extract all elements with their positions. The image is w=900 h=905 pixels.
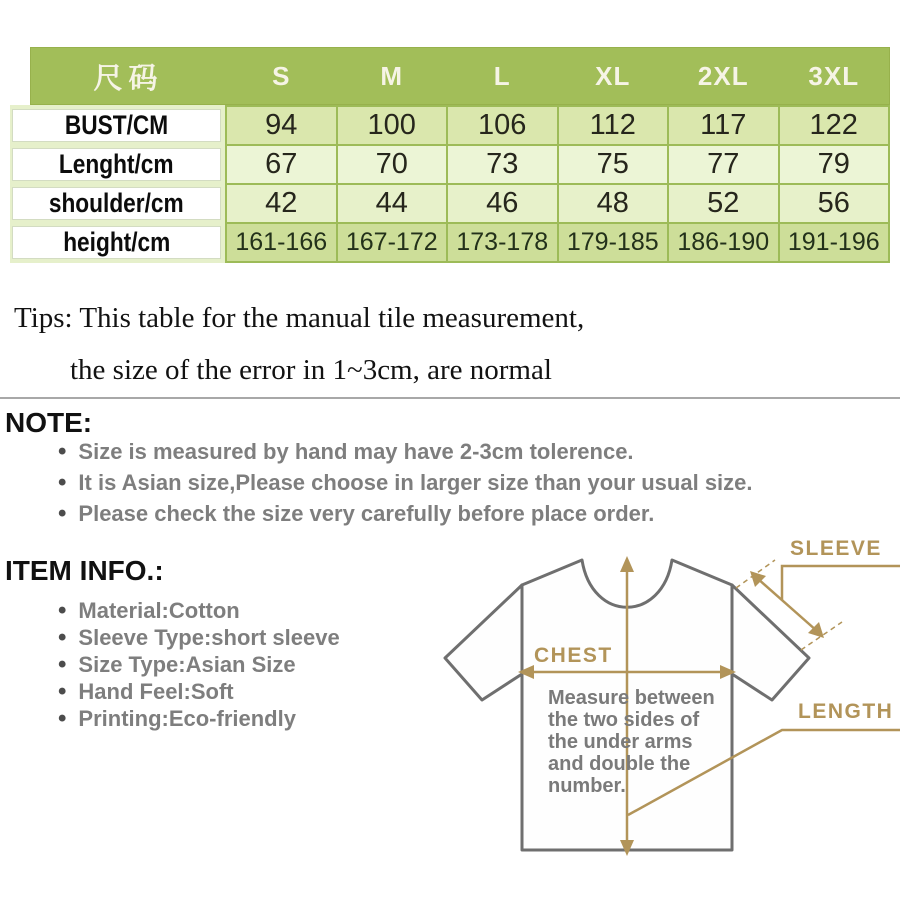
table-cell: 46 [448,185,559,224]
size-table [10,47,890,263]
table-cell: 179-185 [559,224,670,263]
table-row [227,107,890,146]
header-cell-xl: XL [595,60,631,91]
table-cell: 100 [338,107,449,146]
header-cell-l: L [493,60,511,91]
header-cell-2xl: 2XL [697,60,749,91]
tips-line-1: Tips: This table for the manual tile measurement, [14,302,585,334]
table-cell: 161-166 [227,224,338,263]
row-label: height/cm [12,226,221,259]
table-cell: 42 [227,185,338,224]
sleeve-label: SLEEVE [790,537,882,560]
table-row [227,185,890,224]
table-cell: 44 [338,185,449,224]
chest-label: CHEST [534,644,613,667]
size-table-header [30,47,890,105]
item-info-item: • Size Type:Asian Size [58,651,340,678]
table-cell: 191-196 [780,224,891,263]
item-info-heading: ITEM INFO.: [5,555,164,586]
table-cell: 77 [669,146,780,185]
header-cell-m: M [380,60,404,91]
note-item: • It is Asian size,Please choose in larger size than your usual size. [58,467,753,498]
section-divider [0,397,900,399]
length-label: LENGTH [798,700,894,723]
table-cell: 112 [559,107,670,146]
instruction-line: the under arms [548,731,693,753]
instruction-line: Measure between [548,687,715,709]
instruction-line: number. [548,775,626,797]
sleeve-bracket-line [782,566,900,600]
table-cell: 186-190 [669,224,780,263]
table-cell: 117 [669,107,780,146]
table-cell: 67 [227,146,338,185]
row-label: Lenght/cm [12,148,221,181]
table-row [227,146,890,185]
table-cell: 70 [338,146,449,185]
item-info-item: • Printing:Eco-friendly [58,705,340,732]
header-cell-3xl: 3XL [808,60,860,91]
instruction-line: and double the [548,753,691,775]
tshirt-measurement-diagram [430,528,900,900]
table-cell: 56 [780,185,891,224]
table-cell: 106 [448,107,559,146]
note-list [58,436,753,529]
row-label: BUST/CM [12,109,221,142]
table-cell: 48 [559,185,670,224]
item-info-item: • Hand Feel:Soft [58,678,340,705]
table-cell: 94 [227,107,338,146]
header-cell-s: S [272,60,291,91]
note-heading: NOTE: [5,407,93,438]
table-cell: 79 [780,146,891,185]
table-cell: 73 [448,146,559,185]
item-info-list [58,597,340,732]
tshirt-diagram-svg [430,528,900,900]
size-table-body [10,105,890,263]
note-item: • Please check the size very carefully before place order. [58,498,753,529]
table-cell: 167-172 [338,224,449,263]
row-label: shoulder/cm [12,187,221,220]
size-table-label-column [10,105,225,263]
table-cell: 122 [780,107,891,146]
table-cell: 75 [559,146,670,185]
instruction-line: the two sides of [548,709,700,731]
tips-line-2: the size of the error in 1~3cm, are normal [70,354,552,386]
item-info-item: • Material:Cotton [58,597,340,624]
note-item: • Size is measured by hand may have 2-3cm tolerence. [58,436,753,467]
header-cell-size: 尺码 [93,62,164,95]
size-table-data-grid [225,105,890,263]
table-cell: 52 [669,185,780,224]
item-info-item: • Sleeve Type:short sleeve [58,624,340,651]
table-cell: 173-178 [448,224,559,263]
table-row [227,224,890,263]
